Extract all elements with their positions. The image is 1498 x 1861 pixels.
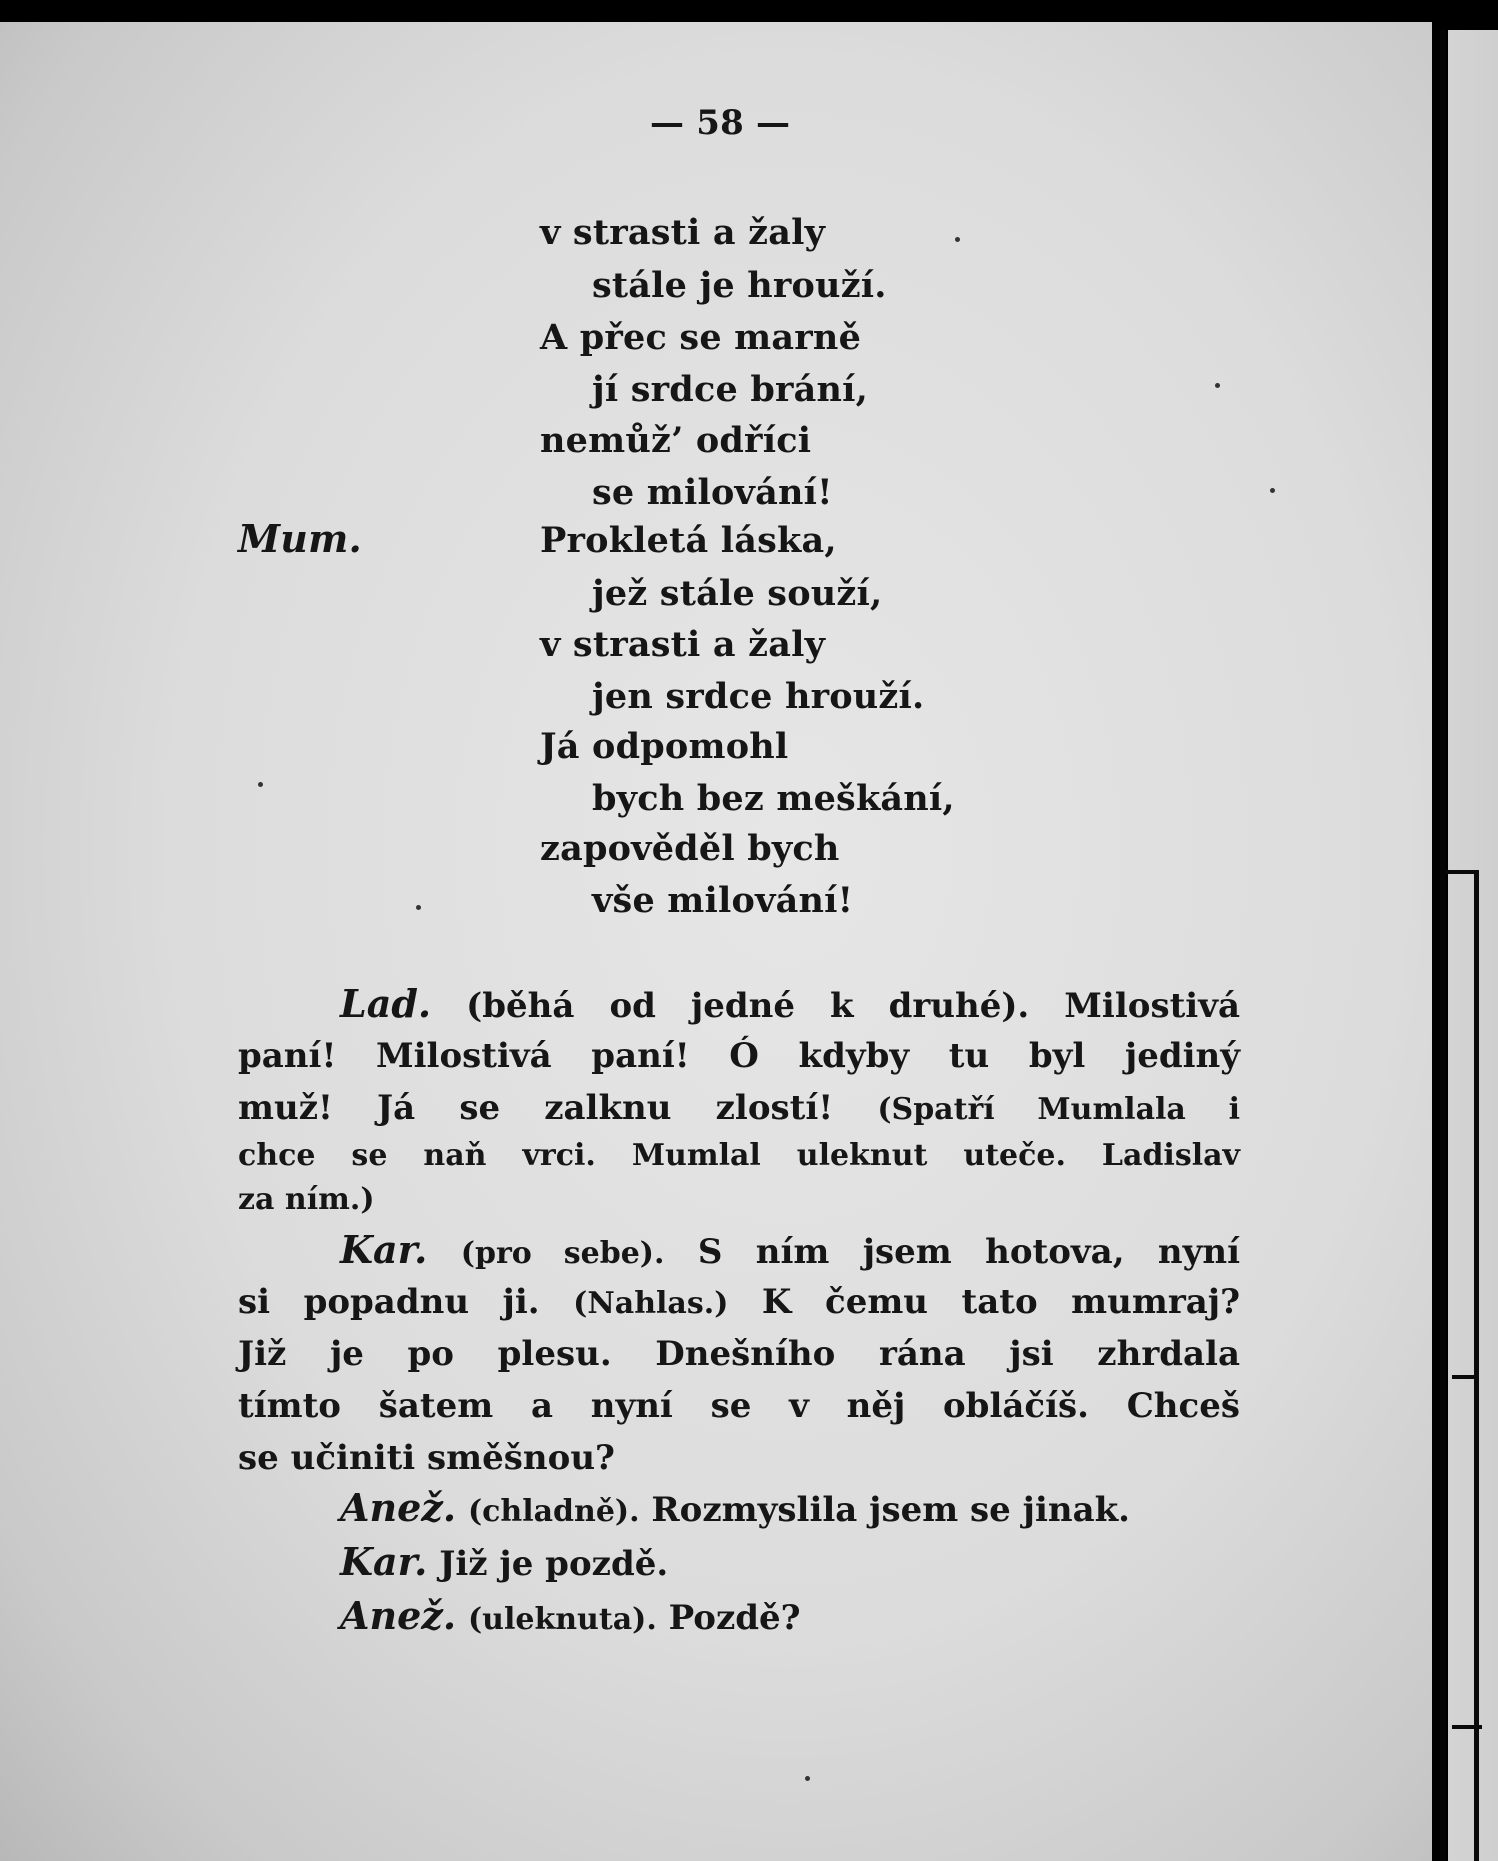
speaker-anez: Anež.	[340, 1485, 457, 1530]
page-number: — 58 —	[650, 103, 791, 143]
speck	[416, 905, 421, 910]
stage-direction: (uleknuta).	[467, 1602, 657, 1637]
verse-line: A přec se marně	[540, 317, 862, 358]
prose-line	[238, 1276, 1240, 1330]
edge-tick	[1452, 1375, 1478, 1379]
dialogue-text: Rozmyslila jsem se jinak.	[651, 1490, 1131, 1530]
prose-line	[340, 1590, 1240, 1646]
speaker-mum: Mum.	[238, 516, 362, 561]
speaker-lad: Lad.	[340, 981, 432, 1026]
stage-direction: (Spatří Mumlala i	[877, 1092, 1240, 1127]
prose-line	[340, 1224, 1240, 1280]
adjacent-page-rule	[1474, 870, 1479, 1861]
edge-tick	[1446, 870, 1476, 874]
prose-line: za ním.)	[238, 1182, 375, 1217]
verse-line: se milování!	[592, 472, 833, 513]
dialogue-text: K čemu tato mumraj?	[761, 1282, 1241, 1322]
gutter-shadow	[1440, 30, 1446, 1861]
verse-line: jež stále souží,	[592, 573, 883, 614]
prose-line: Již je po plesu. Dnešního rána jsi zhrdala	[238, 1334, 1240, 1374]
dialogue-text: Již je pozdě.	[439, 1544, 669, 1584]
adjacent-page-edge	[1448, 30, 1498, 1861]
verse-line: zapověděl bych	[540, 828, 840, 869]
speaker-anez: Anež.	[340, 1593, 457, 1638]
speck	[1270, 488, 1275, 493]
dialogue-text: S ním jsem hotova, nyní	[697, 1232, 1241, 1272]
dialogue-text: muž! Já se zalknu zlostí!	[238, 1088, 834, 1128]
prose-line: se učiniti směšnou?	[238, 1438, 615, 1478]
verse-line: nemůž’ odříci	[540, 420, 812, 461]
prose-line: paní! Milostivá paní! Ó kdyby tu byl jediný	[238, 1036, 1240, 1076]
edge-tick	[1452, 1725, 1482, 1729]
verse-line: jen srdce hrouží.	[592, 676, 925, 717]
prose-line: tímto šatem a nyní se v něj obláčíš. Chceš	[238, 1386, 1240, 1426]
speck	[258, 782, 263, 787]
stage-direction: (běhá od jedné k druhé).	[466, 986, 1030, 1026]
verse-line: Já odpomohl	[540, 726, 789, 767]
stage-direction: (chladně).	[467, 1494, 640, 1529]
speaker-kar: Kar.	[340, 1227, 428, 1272]
verse-line: v strasti a žaly	[540, 624, 826, 665]
prose-line	[340, 978, 1240, 1032]
prose-line: chce se naň vrci. Mumlal uleknut uteče. Ladislav	[238, 1138, 1240, 1173]
verse-line: jí srdce brání,	[592, 369, 869, 410]
verse-line: bych bez meškání,	[592, 778, 955, 819]
verse-line: Prokletá láska,	[540, 520, 837, 561]
speaker-kar: Kar.	[340, 1539, 428, 1584]
verse-line: stále je hrouží.	[592, 265, 887, 306]
prose-line	[238, 1082, 1240, 1136]
prose-line	[340, 1536, 1240, 1590]
speck	[1215, 383, 1220, 388]
dialogue-text: Pozdě?	[668, 1598, 801, 1638]
dialogue-text: Milostivá	[1064, 986, 1240, 1026]
prose-line	[340, 1482, 1240, 1538]
speck	[805, 1776, 810, 1781]
speck	[955, 237, 960, 242]
verse-line: vše milování!	[592, 880, 854, 921]
verse-line: v strasti a žaly	[540, 212, 826, 253]
stage-direction: (Nahlas.)	[573, 1286, 729, 1321]
stage-direction: (pro sebe).	[460, 1236, 665, 1271]
dialogue-text: si popadnu ji.	[238, 1282, 540, 1322]
